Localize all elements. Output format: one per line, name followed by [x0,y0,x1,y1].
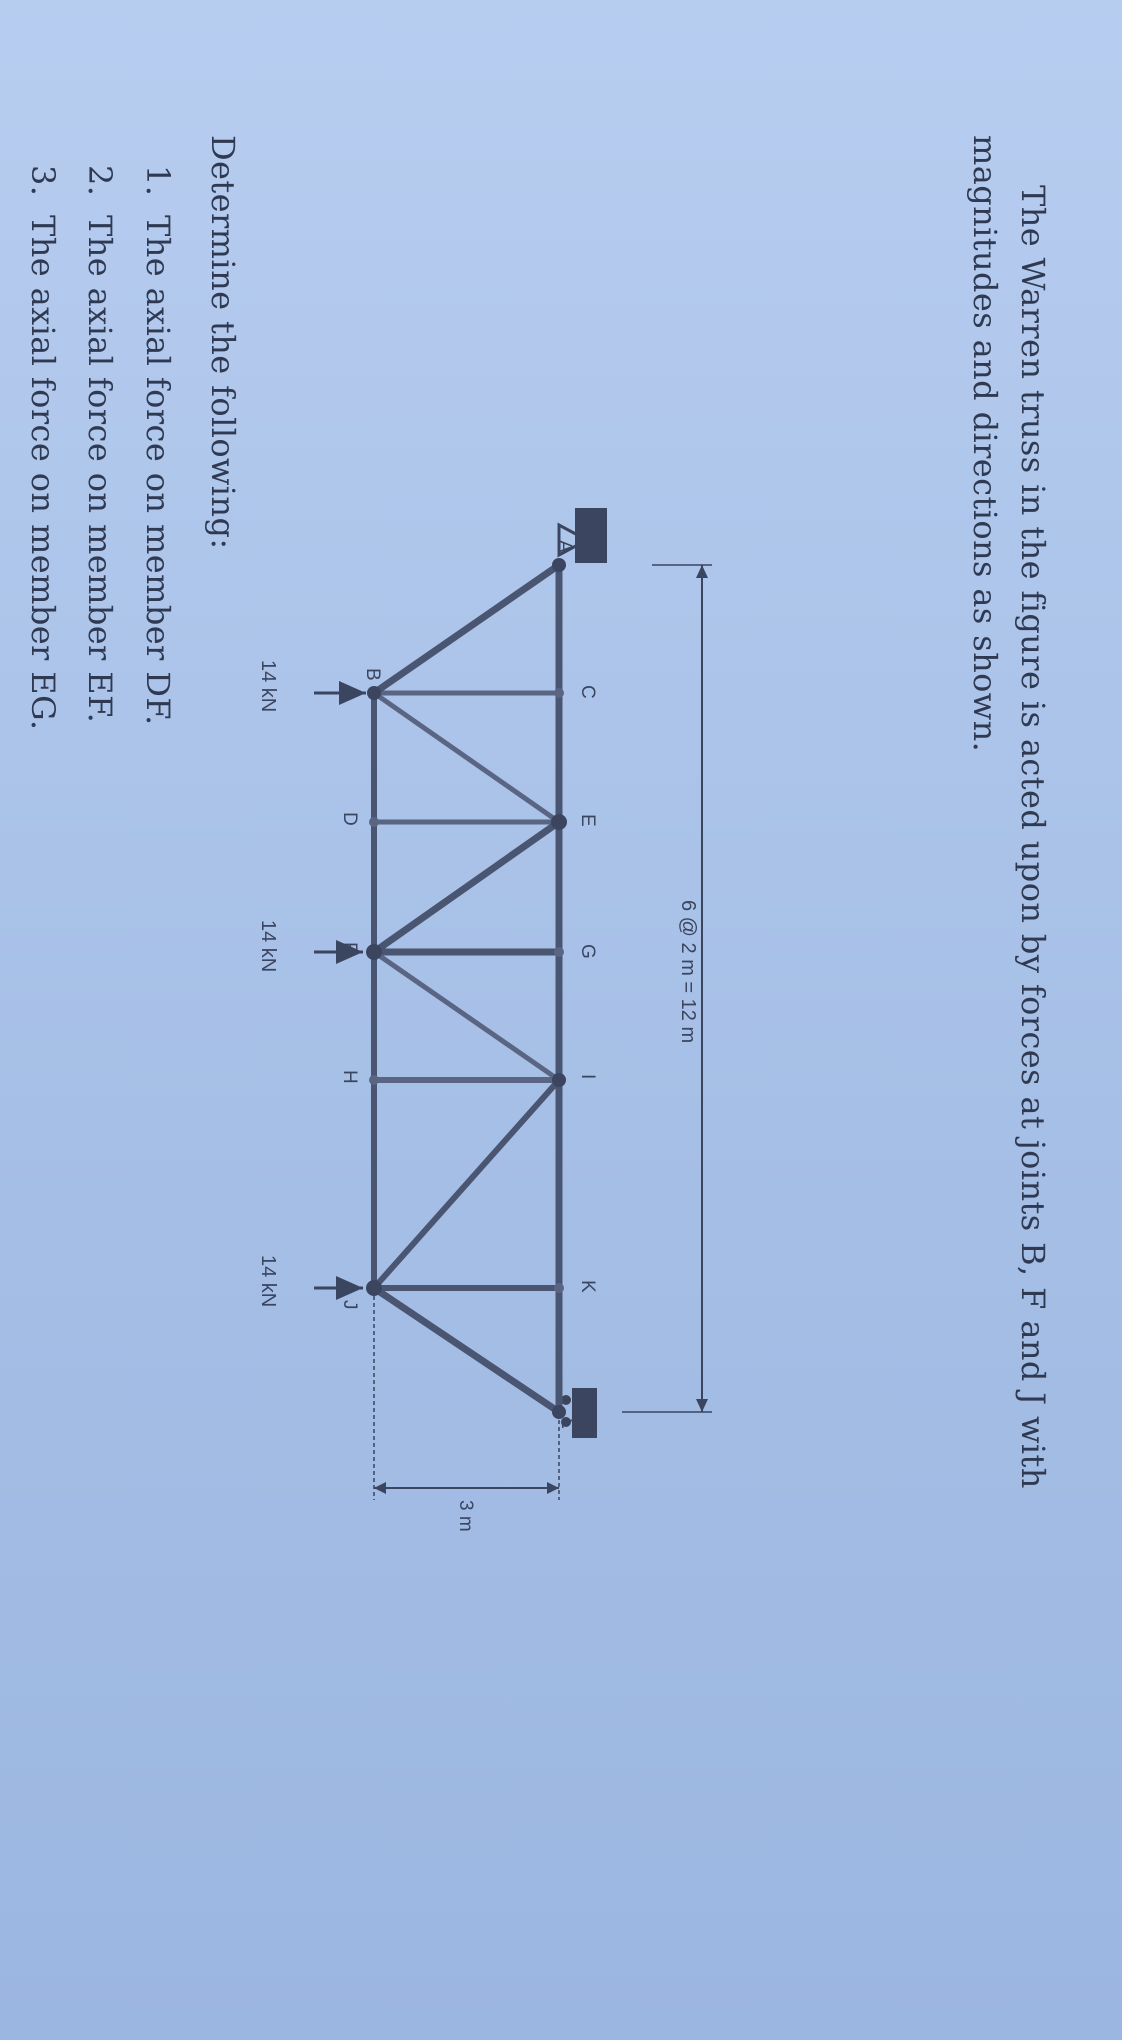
span-arrow-left-icon [696,565,708,578]
joint-f [366,944,382,960]
joint-label-i: I [577,1074,598,1080]
question-2-text: The axial force on member EF. [81,215,119,724]
load-label-b: 14 kN [257,660,279,713]
joint-e [551,814,567,830]
joint-g [554,947,564,957]
height-arrow-top-icon [374,1482,386,1494]
joint-c [554,688,564,698]
load-label-j: 14 kN [257,1255,279,1308]
joint-label-d: D [339,812,360,826]
joint-label-h: H [339,1070,360,1084]
support-right-block [572,1388,597,1438]
joint-label-e: E [577,814,598,827]
joint-l [552,1405,566,1419]
question-1-number: 1. [139,165,177,197]
joint-a [552,558,566,572]
member-fi [374,952,559,1080]
joint-label-a: A [554,540,575,553]
joint-h [369,1075,379,1085]
height-label: 3 m [455,1500,476,1532]
member-ab [374,565,559,693]
question-1 [139,165,177,726]
load-label-f: 14 kN [257,920,279,973]
joint-label-b: B [362,668,383,681]
joint-label-l: L [557,1418,578,1429]
question-2-number: 2. [81,165,119,197]
joint-label-k: K [577,1280,598,1293]
question-1-text: The axial force on member DF. [139,215,177,726]
member-be [374,693,559,822]
intro-line-2: magnitudes and directions as shown. [966,135,1004,753]
joint-i [552,1073,566,1087]
intro-line-1: The Warren truss in the figure is acted upon by forces at joints B, F and J with [1014,185,1052,1489]
joint-label-f: F [339,942,360,954]
joint-label-g: G [577,944,598,959]
member-jl [374,1288,559,1412]
determine-heading: Determine the following: [204,135,242,550]
member-ef [374,822,559,952]
joint-d [369,817,379,827]
joint-label-c: C [577,685,598,699]
joint-label-j: J [339,1300,360,1310]
joint-j [366,1280,382,1296]
question-2 [81,165,119,723]
question-3-number: 3. [24,165,62,197]
span-arrow-right-icon [696,1399,708,1412]
height-arrow-bottom-icon [547,1482,559,1494]
question-3-text: The axial force on member EG. [24,215,62,731]
question-3 [24,165,62,730]
span-label: 6 @ 2 m = 12 m [677,900,699,1044]
joint-b [367,686,381,700]
joint-k [554,1283,564,1293]
member-ij [374,1080,559,1288]
